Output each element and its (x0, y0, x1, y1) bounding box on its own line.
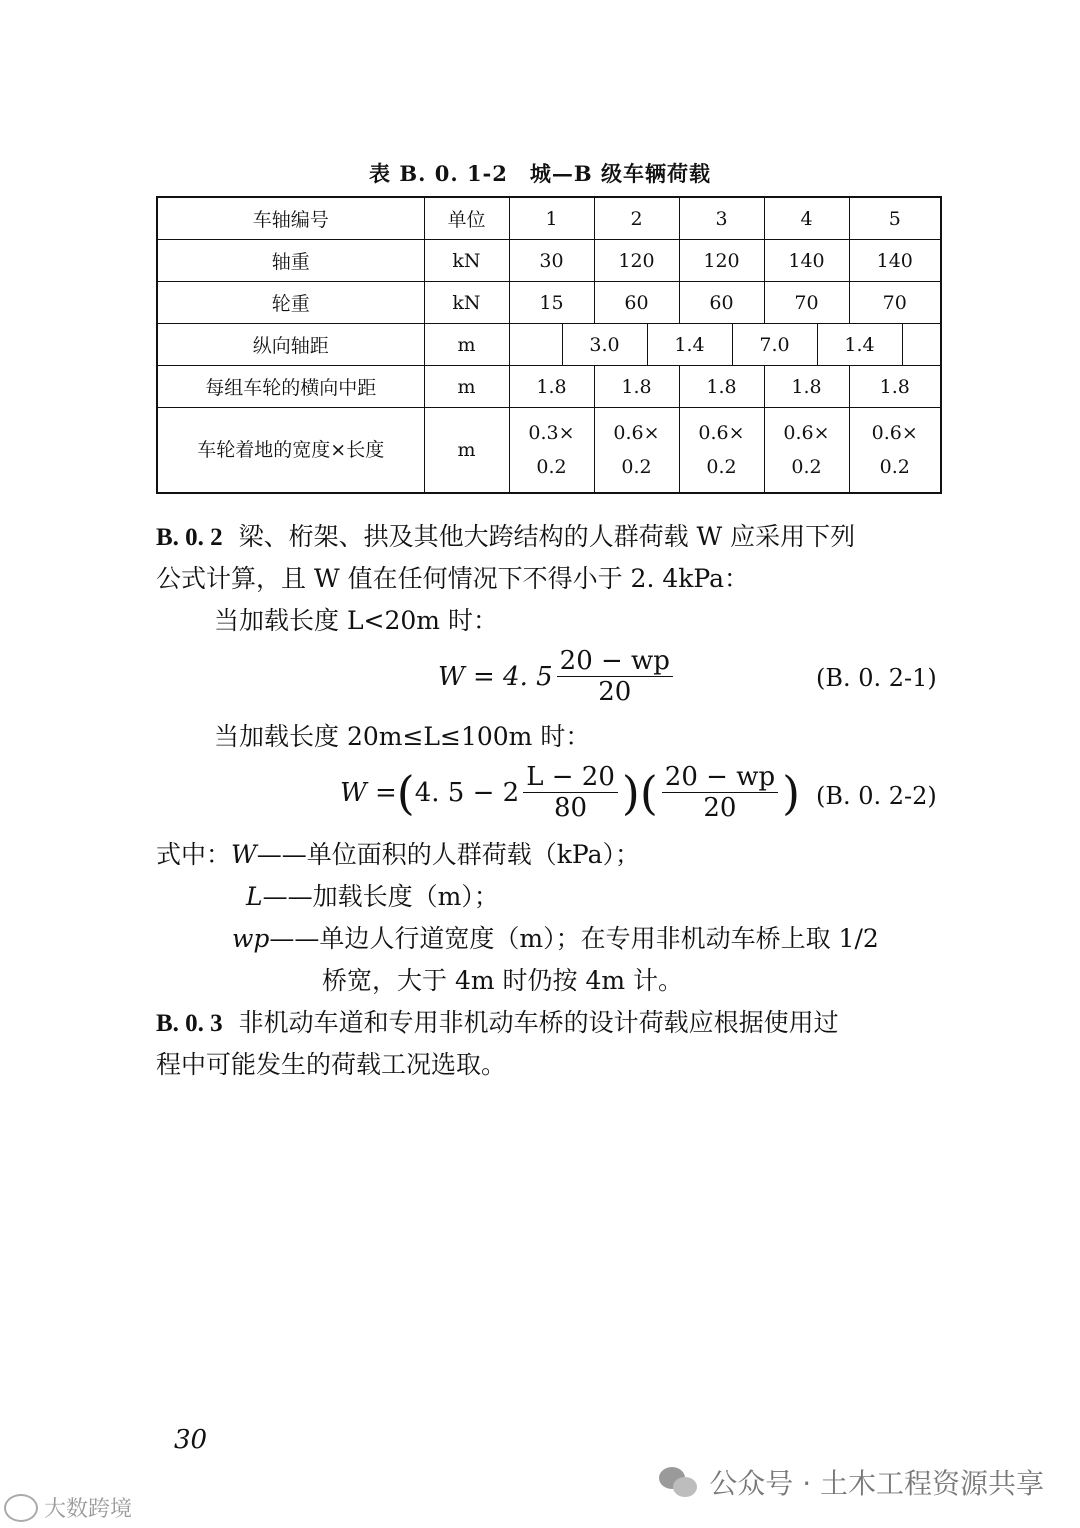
wechat-icon (659, 1465, 699, 1499)
where-line-3-cont: 桥宽，大于 4m 时仍按 4m 计。 (322, 966, 684, 995)
equation-label-1: (B. 0. 2-1) (816, 664, 937, 692)
table-cell: 70 (764, 282, 849, 324)
table-caption: 表 B. 0. 1-2 城—B 级车辆荷载 (369, 161, 711, 186)
table-cell: 1.8 (509, 366, 594, 408)
where-line-1: 式中：W——单位面积的人群荷载（kPa）； (156, 840, 640, 869)
table-row (157, 282, 941, 324)
equation-label-2: (B. 0. 2-2) (816, 782, 937, 810)
where-line-2: L——加载长度（m）； (246, 882, 499, 911)
table-cell: 1.8 (594, 366, 679, 408)
header-cell: 1 (509, 197, 594, 240)
clause-b03-line2: 程中可能发生的荷载工况选取。 (156, 1050, 507, 1079)
table-row (157, 366, 941, 408)
table-cell: 140 (849, 240, 941, 282)
table-cell: 1.8 (679, 366, 764, 408)
wechat-watermark: 公众号 · 土木工程资源共享 (659, 1462, 1044, 1502)
logo-icon (4, 1494, 38, 1522)
formula-b02-1: W = 4. 5 $\frac{20 - wp}{20}$ (438, 646, 677, 707)
table-cell: 140 (764, 240, 849, 282)
formula-b02-2: W = ( 4. 5 − 2 $\frac{L - 20}{80}$ )( $\frac{20 - wp}{20}$ ) (340, 762, 801, 823)
fraction: $\frac{L - 20}{80}$ (523, 762, 618, 823)
table-cell: 1.8 (764, 366, 849, 408)
header-cell: 3 (679, 197, 764, 240)
table-cell: 3.0 (562, 324, 647, 365)
fraction: $\frac{20 - wp}{20}$ (557, 646, 673, 707)
table-cell: 60 (594, 282, 679, 324)
condition-2: 当加载长度 20m≤L≤100m 时： (214, 722, 591, 751)
table-cell: 0.3× 0.2 (509, 408, 594, 494)
vehicle-load-table (156, 196, 942, 494)
table-cell: 0.6× 0.2 (594, 408, 679, 494)
table-cell: 0.6× 0.2 (679, 408, 764, 494)
table-cell: 120 (594, 240, 679, 282)
header-cell: 5 (849, 197, 941, 240)
source-watermark: 大数跨境 (4, 1492, 132, 1523)
row-unit: m (424, 366, 509, 408)
table-cell: 1.8 (849, 366, 941, 408)
row-unit: kN (424, 240, 509, 282)
fraction: $\frac{20 - wp}{20}$ (662, 762, 778, 823)
clause-b02-line2: 公式计算，且 W 值在任何情况下不得小于 2. 4kPa： (156, 564, 749, 593)
row-unit: m (424, 324, 509, 366)
axle-spacing-cell (509, 324, 941, 366)
clause-b02-line1: B. 0. 2 梁、桁架、拱及其他大跨结构的人群荷载 W 应采用下列 (156, 522, 856, 551)
row-label: 轴重 (157, 240, 424, 282)
table-cell: 120 (679, 240, 764, 282)
table-cell: 0.6× 0.2 (849, 408, 941, 494)
table-row (157, 324, 941, 366)
where-line-3: wp——单边人行道宽度（m）；在专用非机动车桥上取 1/2 (232, 924, 879, 953)
axle-spacing-row (510, 324, 941, 365)
row-unit: kN (424, 282, 509, 324)
row-label: 每组车轮的横向中距 (157, 366, 424, 408)
table-cell: 30 (509, 240, 594, 282)
row-label: 轮重 (157, 282, 424, 324)
table-cell: 0.6× 0.2 (764, 408, 849, 494)
table-header-row (157, 197, 941, 240)
table-cell: 1.4 (817, 324, 902, 365)
header-cell: 4 (764, 197, 849, 240)
header-cell: 单位 (424, 197, 509, 240)
condition-1: 当加载长度 L<20m 时： (214, 606, 498, 635)
table-cell: 1.4 (647, 324, 732, 365)
row-label: 车轮着地的宽度×长度 (157, 408, 424, 494)
table-cell: 15 (509, 282, 594, 324)
header-cell: 2 (594, 197, 679, 240)
table-cell: 60 (679, 282, 764, 324)
table-cell: 7.0 (732, 324, 817, 365)
table-cell: 70 (849, 282, 941, 324)
clause-b03-line1: B. 0. 3 非机动车道和专用非机动车桥的设计荷载应根据使用过 (156, 1008, 839, 1037)
row-label: 纵向轴距 (157, 324, 424, 366)
row-unit: m (424, 408, 509, 494)
table-row (157, 408, 941, 494)
page-number: 30 (174, 1425, 208, 1455)
table-row (157, 240, 941, 282)
header-cell: 车轴编号 (157, 197, 424, 240)
